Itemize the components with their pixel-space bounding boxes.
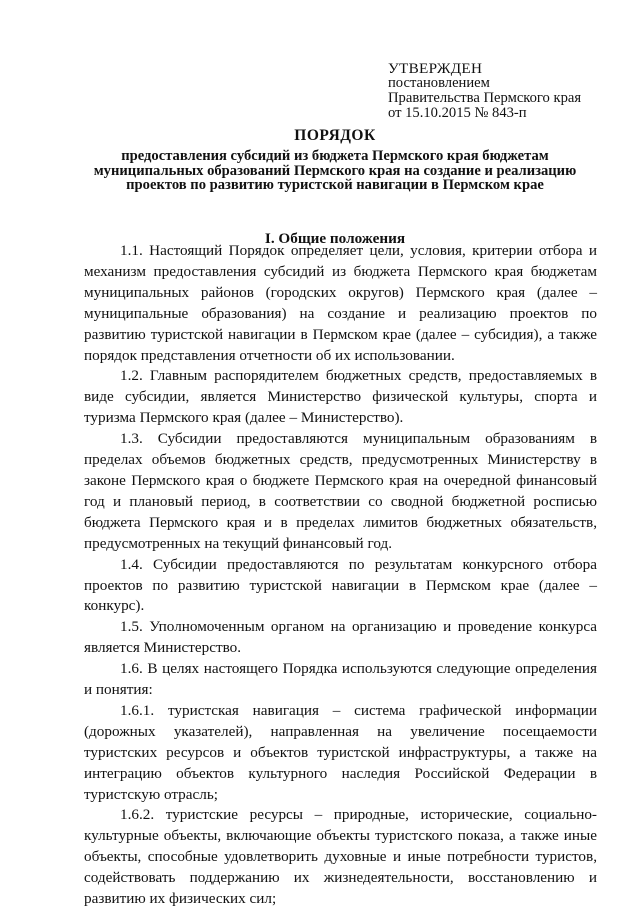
paragraph: 1.6.2. туристские ресурсы – природные, исторические, социально-культурные объекты, включающие объекты туристского показа, а также иные объекты, способные удовлетворить духовные и иные потребности туристов, содействовать поддержанию их жизнедеятельности, восстановлению и развитию их физических сил; [84,806,597,908]
approval-stamp [388,61,581,121]
document-subtitle: предоставления субсидий из бюджета Пермского края бюджетам муниципальных образований Пермского края на создание и реализацию проектов по развитию туристской навигации в Пермском крае [93,148,577,193]
document-title-block [70,127,600,193]
paragraph: 1.6. В целях настоящего Порядка используются следующие определения и понятия: [84,660,597,699]
paragraph: 1.2. Главным распорядителем бюджетных средств, предоставляемых в виде субсидии, является Министерство физической культуры, спорта и туризма Пермского края (далее – Министерство). [84,367,597,427]
paragraph: 1.5. Уполномоченным органом на организацию и проведение конкурса является Министерство. [84,618,597,657]
approval-heading: УТВЕРЖДЕН [388,60,483,77]
approval-date: от 15.10.2015 № 843-п [388,105,527,121]
paragraph: 1.4. Субсидии предоставляются по результатам конкурсного отбора проектов по развитию туристской навигации в Пермском крае (далее – конкурс). [84,555,597,615]
paragraph: 1.6.1. туристская навигация – система графической информации (дорожных указателей), направленная на увеличение посещаемости туристских ресурсов и объектов туристской инфраструктуры, а также на интеграцию объектов культурного наследия Российской Федерации в туристскую отрасль; [84,701,597,803]
paragraph: 1.1. Настоящий Порядок определяет цели, условия, критерии отбора и механизм предоставления субсидий из бюджета Пермского края бюджетам муниципальных районов (городских округов) Пермского края (далее – муниципальные образования) на создание и реализацию проектов по развитию туристской навигации в Пермском крае (далее – субсидия), а также порядок представления отчетности об их использовании. [84,242,597,364]
paragraph: 1.3. Субсидии предоставляются муниципальным образованиям в пределах объемов бюджетных средств, предусмотренных Министерству в законе Пермского края о бюджете Пермского края на очередной финансовый год и плановый период, в соответствии со сводной бюджетной росписью бюджета Пермского края и в пределах лимитов бюджетных обязательств, предусмотренных на текущий финансовый год. [84,430,597,552]
section-heading: I. Общие положения [264,230,406,247]
document-title: ПОРЯДОК [294,127,376,144]
document-body [84,241,597,910]
approval-line: постановлением [388,75,490,91]
approval-line: Правительства Пермского края [388,90,582,106]
